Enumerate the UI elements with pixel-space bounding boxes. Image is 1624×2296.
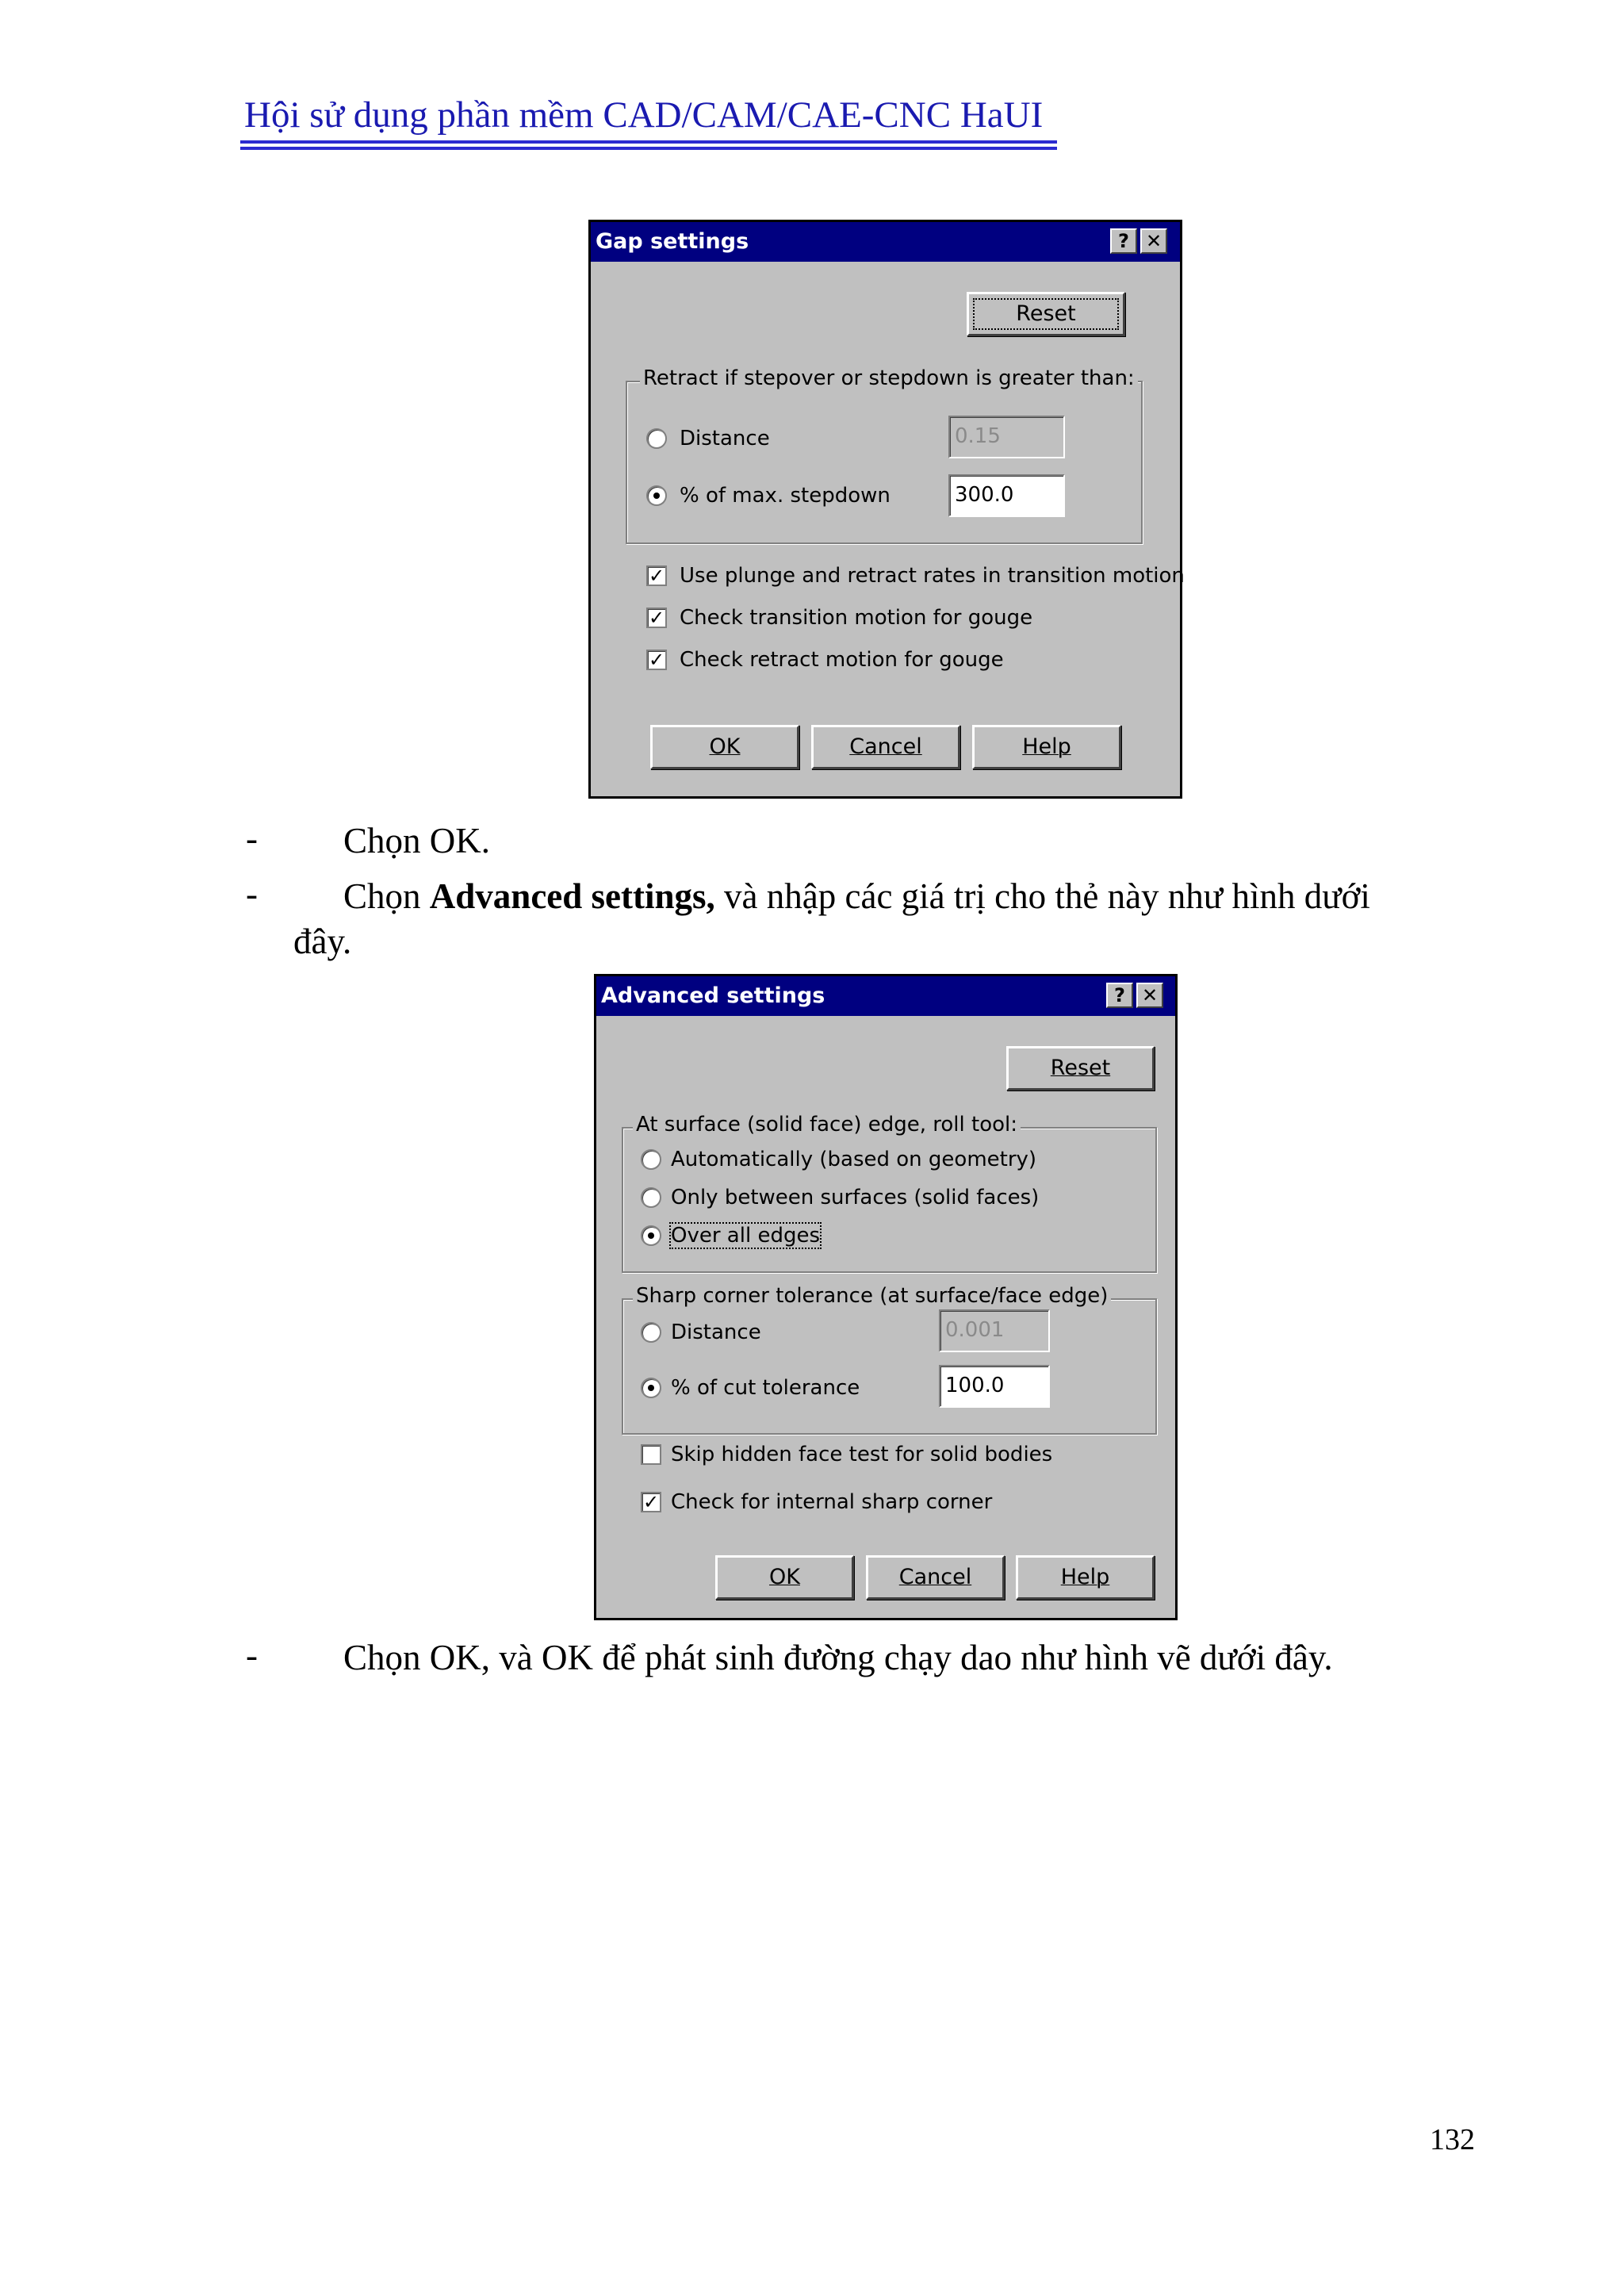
ok-button-label: OK: [709, 734, 741, 759]
dialog-title: Advanced settings: [601, 983, 825, 1008]
gap-settings-dialog: [588, 220, 1185, 799]
bullet-dash: -: [246, 874, 258, 914]
max-stepdown-radio[interactable]: [646, 485, 667, 506]
instruction-3: Chọn OK, và OK để phát sinh đường chạy dao như hình vẽ dưới đây.: [343, 1638, 1333, 1677]
instruction-2-prefix: Chọn: [343, 876, 430, 916]
dialog-titlebar: [596, 976, 1175, 1016]
cut-tolerance-field[interactable]: 100.0: [939, 1365, 1050, 1408]
reset-button[interactable]: [967, 292, 1125, 336]
internal-corner-label: Check for internal sharp corner: [671, 1490, 993, 1514]
roll-between-label: Only between surfaces (solid faces): [671, 1186, 1040, 1209]
cancel-button-label: Cancel: [898, 1565, 972, 1589]
page-header: Hội sử dụng phần mềm CAD/CAM/CAE-CNC HaUI: [244, 94, 1044, 136]
internal-corner-checkbox[interactable]: ✓: [641, 1492, 661, 1512]
header-rule: [240, 140, 1057, 144]
instruction-2: [343, 873, 1370, 919]
distance-label: Distance: [680, 427, 770, 450]
ok-button[interactable]: [650, 725, 799, 769]
sharp-corner-group: [622, 1298, 1157, 1435]
retract-gouge-label: Check retract motion for gouge: [680, 648, 1004, 672]
cancel-button-label: Cancel: [849, 734, 922, 759]
instruction-2-continuation: đây.: [293, 922, 352, 961]
reset-button-label: Reset: [1050, 1056, 1111, 1080]
plunge-retract-label: Use plunge and retract rates in transition motion: [680, 564, 1185, 588]
roll-auto-label: Automatically (based on geometry): [671, 1148, 1037, 1171]
cancel-button[interactable]: [811, 725, 960, 769]
plunge-retract-checkbox[interactable]: ✓: [646, 565, 667, 586]
ok-button-label: OK: [769, 1565, 800, 1589]
roll-auto-radio[interactable]: [641, 1149, 661, 1170]
transition-gouge-label: Check transition motion for gouge: [680, 606, 1033, 630]
retract-group-label: Retract if stepover or stepdown is greater than:: [640, 366, 1138, 390]
roll-tool-group-label: At surface (solid face) edge, roll tool:: [633, 1113, 1021, 1137]
page-number: 132: [1430, 2123, 1475, 2156]
roll-all-edges-label: Over all edges: [671, 1224, 820, 1248]
bullet-dash: -: [246, 1635, 258, 1675]
distance-radio[interactable]: [646, 428, 667, 449]
dialog-titlebar: [591, 222, 1180, 262]
help-button[interactable]: [1016, 1555, 1155, 1600]
retract-gouge-checkbox[interactable]: ✓: [646, 650, 667, 670]
instruction-2-bold: Advanced settings,: [429, 876, 715, 916]
reset-button-label: Reset: [1016, 301, 1076, 326]
advanced-settings-dialog: [594, 974, 1178, 1620]
roll-all-edges-radio[interactable]: [641, 1225, 661, 1246]
help-button-label: Help: [1022, 734, 1071, 759]
cut-tolerance-label: % of cut tolerance: [671, 1376, 860, 1400]
skip-hidden-face-label: Skip hidden face test for solid bodies: [671, 1443, 1053, 1466]
dialog-title: Gap settings: [596, 229, 749, 254]
close-icon[interactable]: ✕: [1140, 228, 1167, 254]
help-button-label: Help: [1060, 1565, 1110, 1589]
max-stepdown-label: % of max. stepdown: [680, 484, 891, 508]
help-button[interactable]: [972, 725, 1121, 769]
reset-button[interactable]: [1006, 1046, 1155, 1091]
corner-distance-label: Distance: [671, 1320, 761, 1344]
roll-between-radio[interactable]: [641, 1187, 661, 1208]
header-rule: [240, 147, 1057, 150]
distance-field[interactable]: 0.15: [948, 416, 1065, 458]
corner-distance-field[interactable]: 0.001: [939, 1309, 1050, 1352]
corner-distance-radio[interactable]: [641, 1322, 661, 1343]
retract-group: [626, 381, 1143, 544]
instruction-1: Chọn OK.: [343, 821, 491, 861]
max-stepdown-field[interactable]: 300.0: [948, 474, 1065, 517]
help-icon[interactable]: ?: [1106, 983, 1133, 1008]
close-icon[interactable]: ✕: [1136, 983, 1163, 1008]
ok-button[interactable]: [715, 1555, 854, 1600]
cut-tolerance-radio[interactable]: [641, 1378, 661, 1398]
bullet-dash: -: [246, 818, 258, 858]
sharp-corner-group-label: Sharp corner tolerance (at surface/face edge): [633, 1284, 1111, 1308]
transition-gouge-checkbox[interactable]: ✓: [646, 608, 667, 628]
help-icon[interactable]: ?: [1110, 228, 1137, 254]
cancel-button[interactable]: [866, 1555, 1005, 1600]
skip-hidden-face-checkbox[interactable]: [641, 1444, 661, 1465]
instruction-2-suffix: và nhập các giá trị cho thẻ này như hình dưới: [714, 876, 1370, 916]
